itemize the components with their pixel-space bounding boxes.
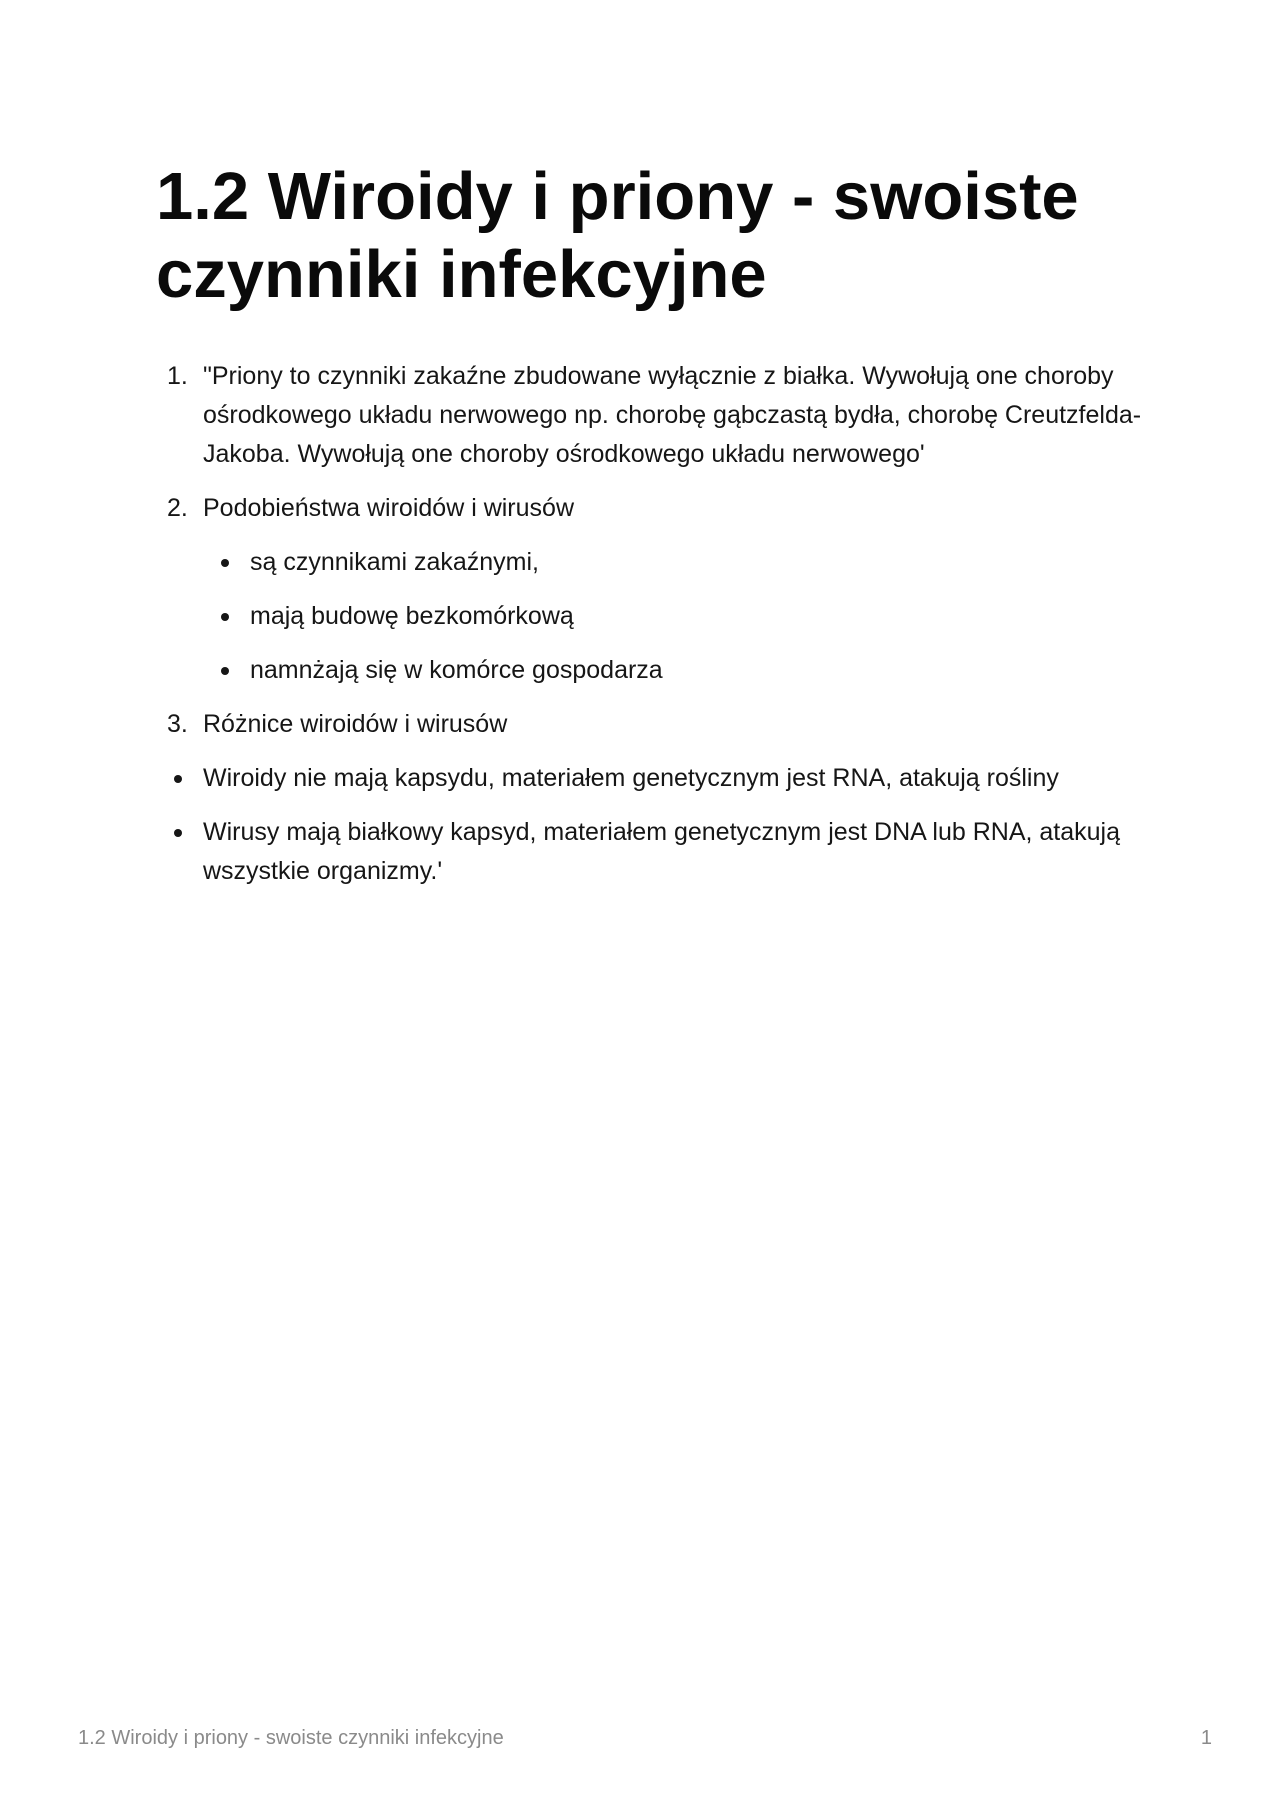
bullet-icon	[174, 829, 182, 837]
list-item-similarities	[156, 489, 1146, 690]
list-item-text: Wirusy mają białkowy kapsyd, materiałem genetycznym jest DNA lub RNA, atakują wszystkie organizmy.'	[203, 818, 1121, 885]
list-item-text: Różnice wiroidów i wirusów	[203, 710, 508, 738]
list-item-viruses	[156, 813, 1146, 891]
list-item-text: Podobieństwa wiroidów i wirusów	[203, 494, 574, 522]
page-title: 1.2 Wiroidy i priony - swoiste czynniki infekcyjne	[156, 159, 1079, 312]
bullet-icon	[221, 667, 229, 675]
footer-title: 1.2 Wiroidy i priony - swoiste czynniki infekcyjne	[78, 1727, 504, 1749]
list-item-prions	[156, 357, 1146, 474]
list-item-text: "Priony to czynniki zakaźne zbudowane wyłącznie z białka. Wywołują one choroby ośrodkowego układu nerwowego np. chorobę gąbczastą bydła, chorobę Creutzfelda-Jakoba. Wywołują one choroby ośrodkowego układu nerwowego'	[203, 362, 1142, 468]
list-item-viroids	[156, 759, 1146, 798]
similarities-sub-list	[203, 543, 1146, 690]
sub-list-item-text: są czynnikami zakaźnymi,	[250, 548, 539, 576]
list-item-text: Wiroidy nie mają kapsydu, materiałem genetycznym jest RNA, atakują rośliny	[203, 764, 1059, 792]
list-number: 1.	[167, 362, 188, 390]
sub-list-item-text: namnżają się w komórce gospodarza	[250, 656, 663, 684]
bullet-icon	[174, 775, 182, 783]
bullet-icon	[221, 613, 229, 621]
bullet-icon	[221, 559, 229, 567]
footer-page-number: 1	[1200, 1727, 1212, 1749]
list-number: 3.	[167, 710, 188, 738]
list-item-differences	[156, 705, 1146, 744]
list-number: 2.	[167, 494, 188, 522]
sub-list-item-text: mają budowę bezkomórkową	[250, 602, 574, 630]
sub-list-item	[203, 543, 1146, 582]
document-content	[156, 357, 1146, 906]
sub-list-item	[203, 651, 1146, 690]
sub-list-item	[203, 597, 1146, 636]
